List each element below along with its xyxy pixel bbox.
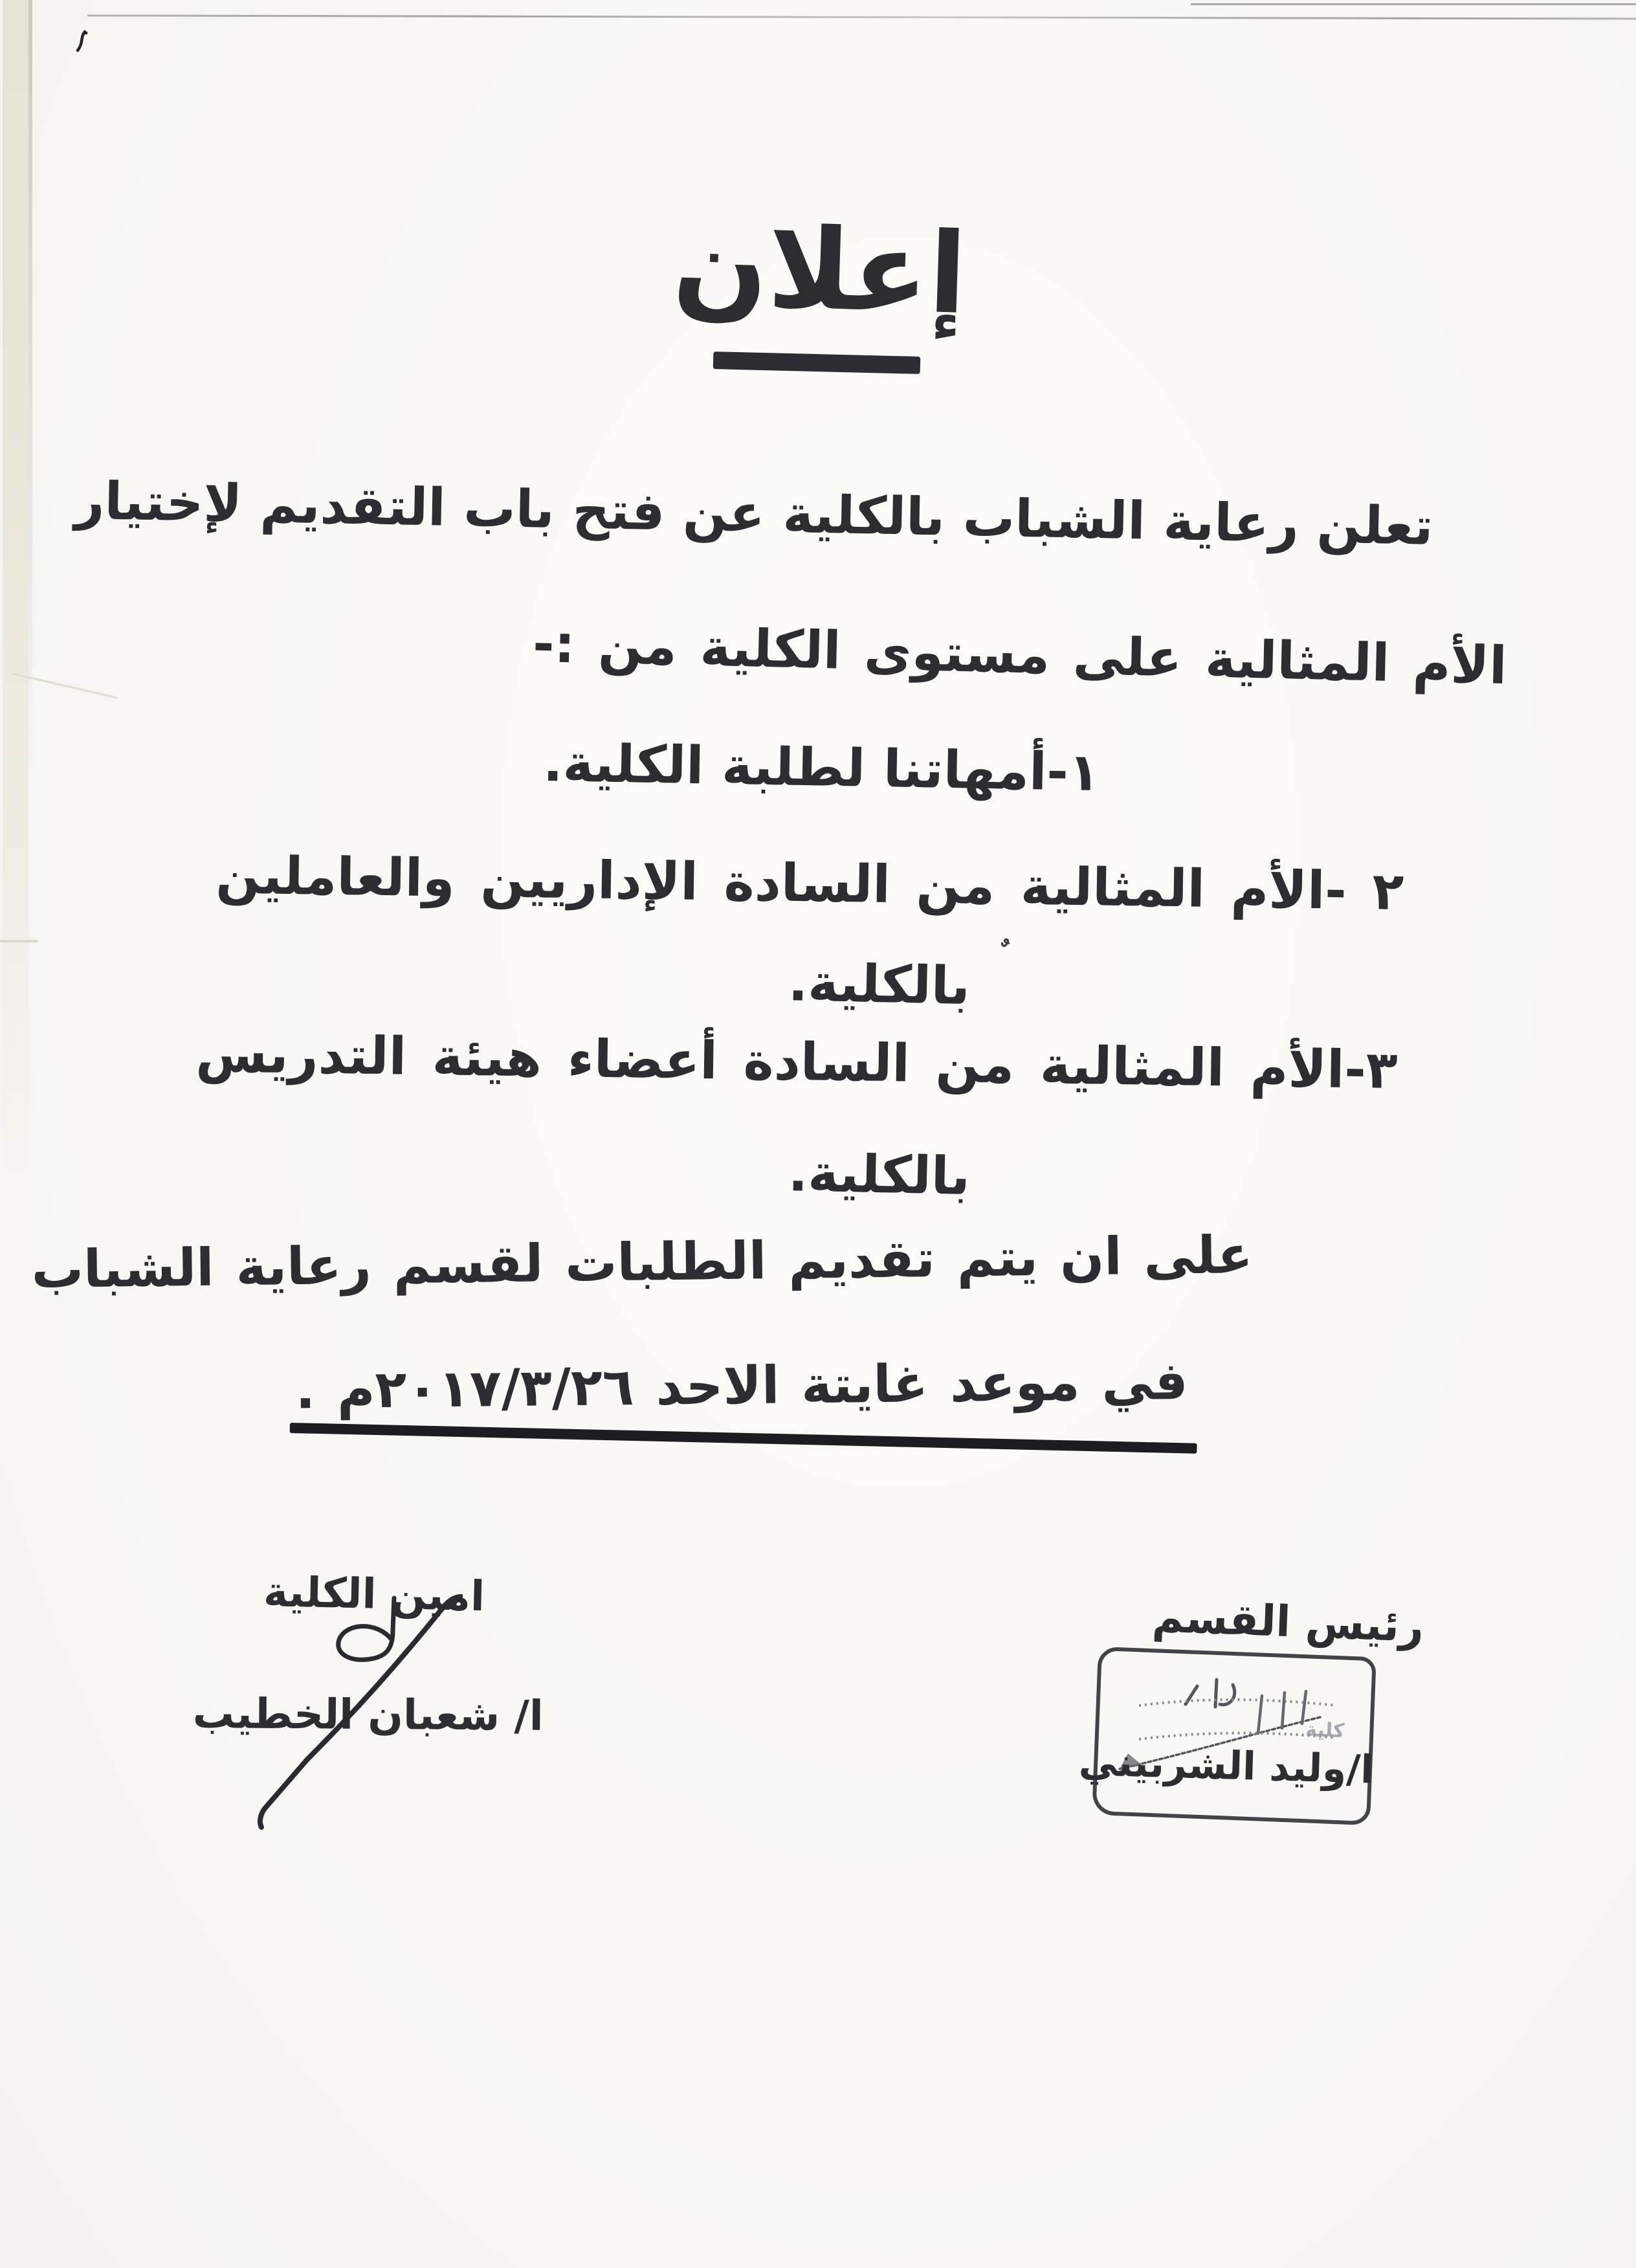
scan-hairline-top-right bbox=[1191, 3, 1636, 5]
list-item-2-continuation: بالكلية. bbox=[788, 952, 971, 1016]
list-item-3-continuation: بالكلية. bbox=[788, 1142, 971, 1206]
closing-line: على ان يتم تقديم الطلبات لقسم رعاية الشباب bbox=[31, 1225, 1254, 1300]
scan-hairline-top bbox=[87, 14, 1636, 19]
deadline-line: في موعد غايتة الاحد ٢٠١٧/٣/٢٦م . bbox=[294, 1351, 1188, 1421]
intro-line-2: الأم المثالية على مستوى الكلية من :- bbox=[532, 613, 1509, 696]
page-title: إعلان bbox=[670, 199, 969, 340]
list-item-2: ٢ -الأم المثالية من السادة الإداريين والعاملين bbox=[215, 845, 1405, 922]
intro-line-1: تعلن رعاية الشباب بالكلية عن فتح باب التقديم لإختيار bbox=[74, 470, 1434, 557]
signature-left-role: امين الكلية bbox=[263, 1568, 485, 1621]
signature-left-name: ا/ شعبان الخطيب bbox=[192, 1690, 544, 1740]
ink-speck bbox=[75, 30, 89, 56]
stamp-faint-text: كلية bbox=[1305, 1718, 1345, 1743]
paper-seam-mark bbox=[0, 940, 38, 942]
list-item-1: ١-أمهاتنا لطلبة الكلية. bbox=[542, 732, 1101, 803]
page-edge-shadow bbox=[28, 0, 32, 777]
title-underline bbox=[713, 351, 921, 374]
deadline-underline bbox=[290, 1423, 1197, 1454]
signature-left-scribble bbox=[230, 1578, 463, 1837]
list-item-3: ٣-الأم المثالية من السادة أعضاء هيئة التدريس bbox=[195, 1023, 1398, 1100]
signature-right-name: ا/وليد الشربيني bbox=[1078, 1739, 1375, 1793]
signature-right-role: رئيس القسم bbox=[1151, 1592, 1425, 1652]
scanner-edge-band bbox=[3, 0, 28, 1197]
